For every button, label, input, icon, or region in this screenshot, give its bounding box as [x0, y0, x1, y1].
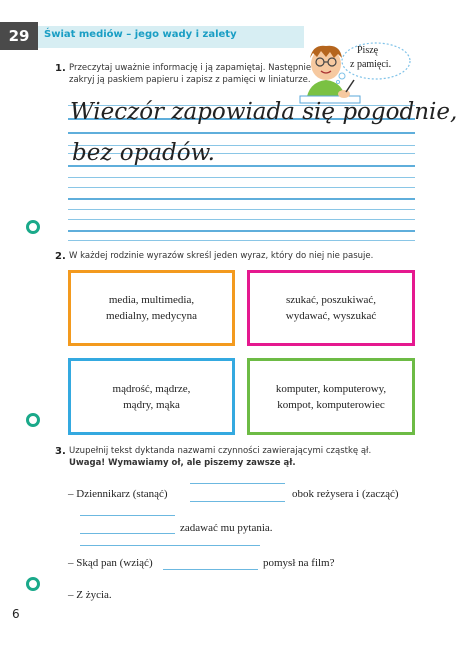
dictation-line-2: zadawać mu pytania.: [180, 522, 273, 534]
task-1-instruction-2: zakryj ją paskiem papieru i zapisz z pamięci w liniaturze.: [69, 75, 311, 85]
word-family-4-text[interactable]: komputer, komputerowy, kompot, komputerowiec: [275, 382, 387, 411]
dictation-line-1a: – Dziennikarz (stanąć): [68, 488, 168, 500]
word-family-3-text[interactable]: mądrość, mądrze, mądry, mąka: [112, 382, 191, 411]
word-family-1-text[interactable]: media, multimedia, medialny, medycyna: [106, 294, 197, 322]
task-3-instruction-2: Uwaga! Wymawiamy oł, ale piszemy zawsze ął.: [69, 458, 296, 468]
word-family-box-4[interactable]: [247, 358, 415, 435]
lesson-title: Świat mediów – jego wady i zalety: [44, 29, 237, 40]
answer-blank-1-top[interactable]: [190, 483, 285, 484]
binder-hole: [26, 220, 40, 234]
task-2-instruction: W każdej rodzinie wyrazów skreśl jeden wyraz, który do niej nie pasuje.: [69, 251, 374, 261]
task-3-instruction-1: Uzupełnij tekst dyktanda nazwami czynności zawierającymi cząstkę ął.: [69, 446, 372, 456]
dictation-line-1b: obok reżysera i (zacząć): [292, 488, 399, 500]
lesson-number: 29: [0, 22, 38, 50]
answer-blank-2[interactable]: [80, 533, 175, 534]
model-sentence-line-1: Wieczór zapowiada się pogodnie,: [70, 99, 458, 125]
dictation-line-3b: pomysł na film?: [263, 557, 335, 569]
word-family-2-text[interactable]: szukać, poszukiwać, wydawać, wyszukać: [285, 294, 377, 322]
word-family-box-1[interactable]: [68, 270, 235, 346]
answer-blank-1[interactable]: [190, 501, 285, 502]
bubble-line-2: z pamięci.: [350, 59, 392, 70]
task-2-number: 2.: [55, 251, 66, 262]
dictation-line-3a: – Skąd pan (wziąć): [68, 557, 153, 569]
task-1-number: 1.: [55, 63, 66, 74]
word-family-box-2[interactable]: [247, 270, 415, 346]
bubble-line-1: Piszę: [357, 45, 379, 56]
answer-blank-extra[interactable]: [80, 545, 260, 546]
answer-blank-3[interactable]: [163, 569, 258, 570]
task-3-number: 3.: [55, 446, 66, 457]
word-family-box-3[interactable]: [68, 358, 235, 435]
page-number: 6: [12, 607, 20, 621]
dictation-line-4: – Z życia.: [68, 589, 112, 601]
answer-blank-2-top[interactable]: [80, 515, 175, 516]
model-sentence-line-2: bez opadów.: [72, 140, 215, 166]
task-1-instruction-1: Przeczytaj uważnie informację i ją zapamiętaj. Następnie: [69, 63, 312, 73]
binder-hole: [26, 413, 40, 427]
binder-hole: [26, 577, 40, 591]
